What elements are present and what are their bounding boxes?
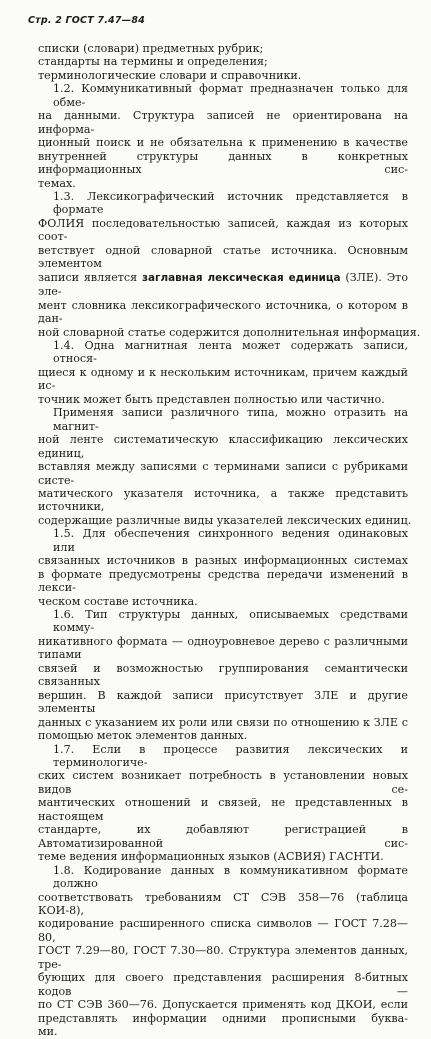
- paragraph-1-6-line: никативного формата — одноуровневое дерево с различными типами: [38, 634, 408, 662]
- paragraph-1-2-line: внутренней структуры данных в конкретных информационных сис-: [38, 149, 408, 177]
- paragraph-1-8-line: бующих для своего представления расширения 8-битных кодов —: [38, 971, 408, 998]
- text-line: терминологические словари и справочники.: [38, 68, 302, 82]
- paragraph-1-2-line: ционный поиск и не обязательна к применению в качестве: [38, 136, 408, 150]
- bold-term: заглавная лексическая единица: [141, 271, 341, 284]
- paragraph-line: Применяя записи различного типа, можно отразить на магнит-: [53, 406, 408, 433]
- paragraph-1-2-line: темах.: [38, 176, 76, 190]
- paragraph-1-3-line: ФОЛИЯ последовательностью записей, каждая из которых соот-: [38, 216, 408, 244]
- paragraph-1-7-line: стандарте, их добавляют регистрацией в Автоматизированной сис-: [38, 823, 408, 850]
- paragraph-1-2-line: 1.2. Коммуникативный формат предназначен только для обме-: [53, 82, 408, 109]
- paragraph-1-3-line: 1.3. Лексикографический источник представляется в формате: [53, 189, 408, 217]
- paragraph-line: матического указателя источника, а также представить источники,: [38, 486, 408, 514]
- paragraph-line: ной ленте систематическую классификацию лексических единиц,: [38, 433, 408, 460]
- paragraph-1-3-line: ветствует одной словарной статье источника. Основным элементом: [38, 243, 408, 271]
- paragraph-1-8-line: соответствовать требованиям СТ СЭВ 358—76 (таблица КОИ-8),: [38, 890, 408, 917]
- paragraph-1-3-line: ной словарной статье содержится дополнительная информация.: [38, 325, 421, 339]
- paragraph-1-4-line: точник может быть представлен полностью или частично.: [38, 392, 385, 406]
- paragraph-1-6-line: 1.6. Тип структуры данных, описываемых средствами комму-: [53, 608, 408, 635]
- document-body: [38, 42, 421, 1039]
- paragraph-1-8-line: кодирование расширенного списка символов — ГОСТ 7.28—80,: [38, 917, 408, 944]
- paragraph-1-8-line: ми.: [38, 1025, 58, 1039]
- paragraph-1-6-line: связей и возможностью группирования семантически связанных: [38, 661, 408, 689]
- paragraph-1-7-line: ских систем возникает потребность в установлении новых видов се-: [38, 769, 408, 796]
- paragraph-1-3-bold-line: записи является заглавная лексическая единица (ЗЛЕ). Это эле-: [38, 270, 408, 299]
- paragraph-1-7-line: 1.7. Если в процессе развития лексических и терминологиче-: [53, 742, 408, 770]
- paragraph-1-5-line: в формате предусмотрены средства передачи изменений в лекси-: [38, 567, 408, 595]
- paragraph-1-5-line: связанных источников в разных информационных системах: [38, 554, 408, 568]
- text-line: списки (словари) предметных рубрик;: [38, 42, 264, 55]
- paragraph-line: содержащие различные виды указателей лексических единиц.: [38, 513, 412, 527]
- paragraph-1-4-line: 1.4. Одна магнитная лента может содержать записи, относя-: [53, 338, 408, 366]
- text-line: стандарты на термины и определения;: [38, 55, 268, 69]
- paragraph-1-2-line: на данными. Структура записей не ориентирована на информа-: [38, 109, 408, 136]
- paragraph-1-8-line: 1.8. Кодирование данных в коммуникативном формате должно: [53, 863, 408, 891]
- paragraph-1-8-line: представлять информации одними прописными буква-: [38, 1011, 408, 1025]
- page-header: Стр. 2 ГОСТ 7.47—84: [28, 15, 145, 26]
- paragraph-1-8-line: по СТ СЭВ 360—76. Допускается применять код ДКОИ, если: [38, 998, 408, 1012]
- paragraph-1-5-line: ческом составе источника.: [38, 594, 198, 608]
- paragraph-1-3-line: мент словника лексикографического источника, о котором в дан-: [38, 298, 408, 326]
- paragraph-1-7-line: теме ведения информационных языков (АСВИЯ) ГАСНТИ.: [38, 850, 384, 864]
- paragraph-1-7-line: мантических отношений и связей, не представленных в настоящем: [38, 796, 408, 823]
- paragraph-1-6-line: данных с указанием их роли или связи по отношению к ЗЛЕ с: [38, 715, 408, 729]
- paragraph-1-4-line: щиеся к одному и к нескольким источникам, причем каждый ис-: [38, 365, 408, 393]
- paragraph-1-8-line: ГОСТ 7.29—80, ГОСТ 7.30—80. Структура элементов данных, тре-: [38, 944, 408, 971]
- paragraph-1-6-line: помощью меток элементов данных.: [38, 729, 248, 743]
- paragraph-1-6-line: вершин. В каждой записи присутствует ЗЛЕ и другие элементы: [38, 688, 408, 716]
- paragraph-1-5-line: 1.5. Для обеспечения синхронного ведения одинаковых или: [53, 527, 408, 554]
- paragraph-line: вставляя между записями с терминами записи с рубриками систе-: [38, 460, 408, 487]
